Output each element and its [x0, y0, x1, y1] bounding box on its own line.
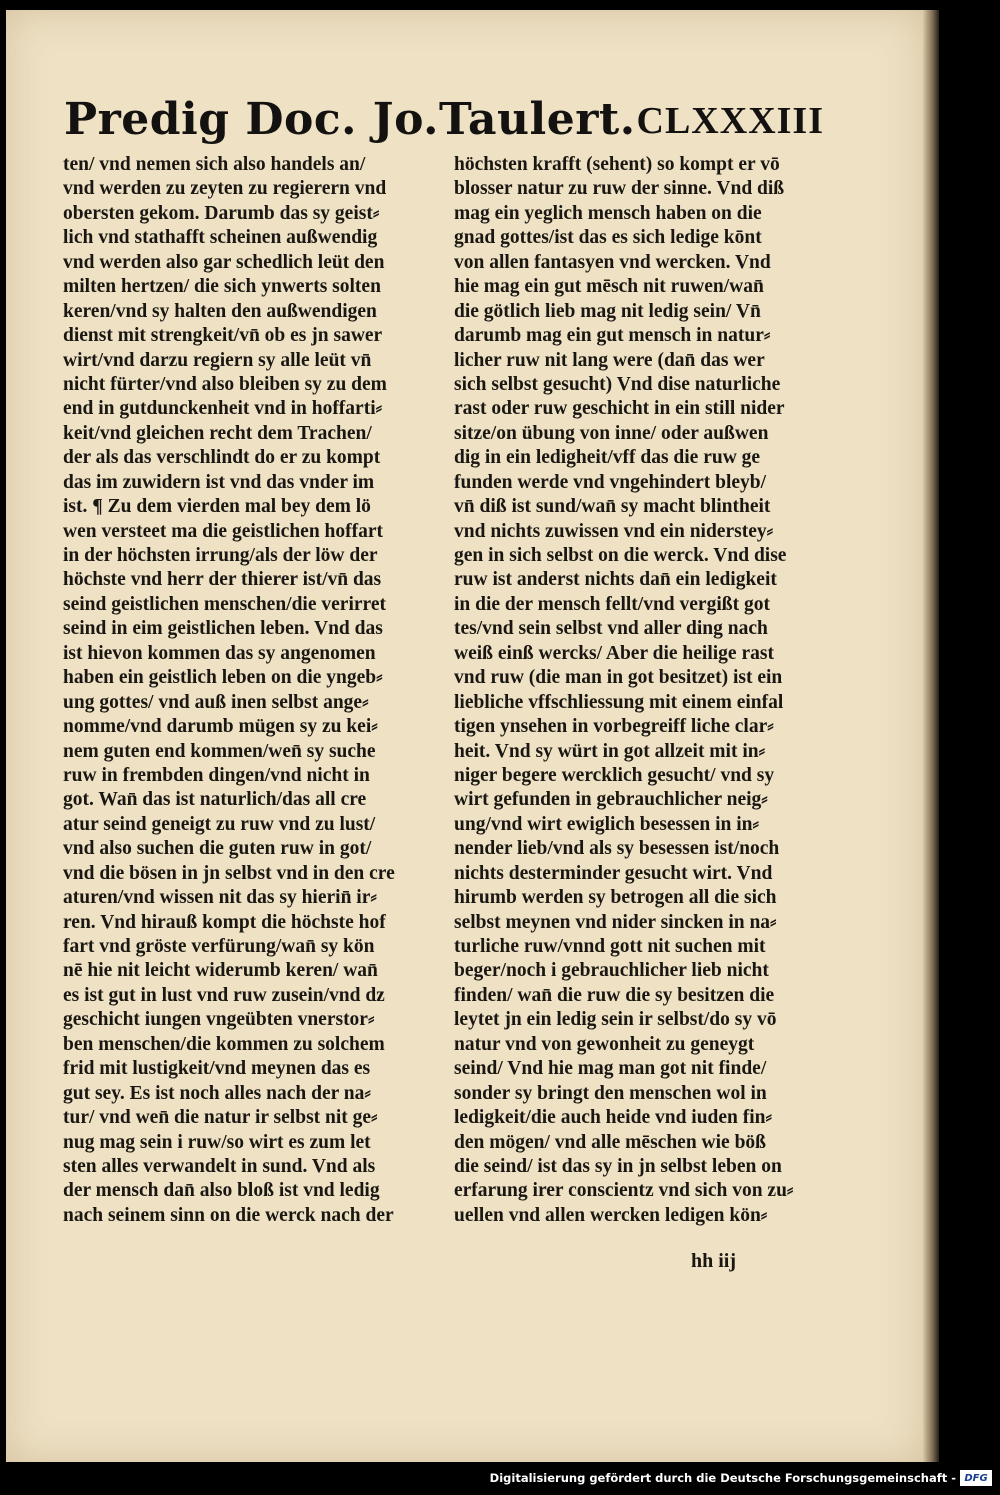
text-line: lich vnd stathafft scheinen außwendig — [63, 227, 378, 249]
text-line: selbst meynen vnd nider sincken in na⸗ — [454, 911, 777, 933]
text-line: tur/ vnd wen̄ die natur ir selbst nit ge⸗ — [63, 1107, 378, 1129]
text-line: got. Wan̄ das ist naturlich/das all cre — [63, 789, 367, 811]
text-line: den mögen/ vnd alle mēschen wie böß — [454, 1131, 767, 1153]
text-line: frid mit lustigkeit/vnd meynen das es — [63, 1058, 371, 1080]
text-line: nender lieb/vnd als sy besessen ist/noch — [454, 838, 780, 860]
text-line: obersten gekom. Darumb das sy geist⸗ — [63, 202, 380, 224]
book-page — [6, 10, 923, 1462]
text-line: in die der mensch fellt/vnd vergißt got — [454, 593, 770, 615]
text-line: vnd nichts zuwissen vnd ein niderstey⸗ — [454, 520, 774, 542]
text-line: gen in sich selbst on die werck. Vnd dise — [454, 545, 787, 566]
text-line: sonder sy bringt den menschen wol in — [454, 1082, 767, 1104]
text-line: vnd die bösen in jn selbst vnd in den cre — [63, 862, 395, 884]
text-line: keren/vnd sy halten den außwendigen — [63, 300, 377, 322]
text-line: der als das verschlindt do er zu kompt — [63, 447, 381, 469]
text-line: vnd ruw (die man in got besitzet) ist ein — [454, 667, 783, 689]
text-line: milten hertzen/ die sich ynwerts solten — [63, 276, 381, 298]
right-text-column — [454, 153, 826, 1228]
running-title: Predig Doc. Jo.Taulert. — [64, 94, 636, 145]
text-line: ist hievon kommen das sy angenomen — [63, 642, 376, 664]
signature-mark: hh iij — [691, 1250, 737, 1272]
text-line: nug mag sein i ruw/so wirt es zum let — [63, 1131, 371, 1153]
text-line: vn̄ diß ist sund/wan̄ sy macht blintheit — [454, 496, 771, 518]
text-line: tes/vnd sein selbst vnd aller ding nach — [454, 618, 768, 640]
text-line: nicht fürter/vnd also bleiben sy zu dem — [63, 373, 387, 395]
text-line: finden/ wan̄ die ruw die sy besitzen die — [454, 984, 775, 1006]
text-line: ten/ vnd nemen sich also handels an/ — [63, 154, 366, 175]
text-line: darumb mag ein gut mensch in natur⸗ — [454, 325, 771, 347]
text-line: ren. Vnd hirauß kompt die höchste hof — [63, 911, 386, 933]
text-line: mag ein yeglich mensch haben on die — [454, 202, 762, 224]
text-line: ledigkeit/die auch heide vnd iuden fin⸗ — [454, 1107, 773, 1129]
text-line: wirt/vnd darzu regiern sy alle leüt vn̄ — [63, 349, 372, 371]
text-line: uellen vnd allen wercken ledigen kön⸗ — [454, 1204, 768, 1226]
text-line: tigen ynsehen in vorbegreiff liche clar⸗ — [454, 716, 774, 738]
text-line: erfarung irer conscientz vnd sich von zu⸗ — [454, 1180, 794, 1202]
text-line: beger/noch i gebrauchlicher lieb nicht — [454, 960, 769, 982]
text-line: die seind/ ist das sy in jn selbst leben on — [454, 1155, 782, 1177]
text-line: wirt gefunden in gebrauchlicher neig⸗ — [454, 789, 768, 811]
text-line: leytet jn ein ledig sein ir selbst/do sy vō — [454, 1009, 777, 1031]
footer-credit: Digitalisierung gefördert durch die Deutsche Forschungsgemeinschaft - — [489, 1471, 956, 1485]
text-line: fart vnd gröste verfürung/wan̄ sy kön — [63, 936, 375, 957]
text-line: niger begere wercklich gesucht/ vnd sy — [454, 764, 775, 786]
text-line: rast oder ruw geschicht in ein still nider — [454, 398, 785, 420]
text-line: es ist gut in lust vnd ruw zusein/vnd dz — [63, 984, 385, 1006]
text-line: hie mag ein gut mēsch nit ruwen/wan̄ — [454, 276, 764, 298]
text-line: nomme/vnd darumb mügen sy zu kei⸗ — [63, 716, 378, 738]
text-line: licher ruw nit lang were (dan̄ das wer — [454, 349, 765, 371]
text-line: end in gutdunckenheit vnd in hoffarti⸗ — [63, 398, 383, 420]
text-line: liebliche vffschliessung mit einem einfal — [454, 691, 784, 713]
text-line: gnad gottes/ist das es sich ledige kōnt — [454, 227, 762, 249]
text-line: seind/ Vnd hie mag man got nit finde/ — [454, 1058, 767, 1080]
text-line: seind geistlichen menschen/die verirret — [63, 593, 386, 615]
text-line: seind in eim geistlichen leben. Vnd das — [63, 618, 383, 640]
text-line: nē hie nit leicht widerumb keren/ wan̄ — [63, 960, 378, 982]
text-line: funden werde vnd vngehindert bleyb/ — [454, 471, 767, 493]
text-line: vnd werden also gar schedlich leüt den — [63, 251, 385, 273]
text-line: keit/vnd gleichen recht dem Trachen/ — [63, 422, 372, 444]
text-line: haben ein geistlich leben on die yngeb⸗ — [63, 667, 383, 689]
text-line: aturen/vnd wissen nit das sy hierin̄ ir⸗ — [63, 887, 377, 909]
text-line: nichts desterminder gesucht wirt. Vnd — [454, 862, 773, 884]
text-line: von allen fantasyen vnd wercken. Vnd — [454, 251, 771, 273]
text-line: heit. Vnd sy würt in got allzeit mit in⸗ — [454, 740, 766, 762]
text-line: hirumb werden sy betrogen all die sich — [454, 887, 777, 909]
text-line: sten alles verwandelt in sund. Vnd als — [63, 1155, 376, 1177]
page-header — [64, 90, 824, 160]
text-line: blosser natur zu ruw der sinne. Vnd diß — [454, 178, 785, 200]
text-line: ist. ¶ Zu dem vierden mal bey dem lö — [63, 496, 371, 518]
text-line: höchsten krafft (sehent) so kompt er vō — [454, 154, 780, 175]
text-line: gut sey. Es ist noch alles nach der na⸗ — [63, 1082, 371, 1104]
text-line: vnd werden zu zeyten zu regierern vnd — [63, 178, 387, 200]
text-line: sich selbst gesucht) Vnd dise naturliche — [454, 373, 781, 395]
text-line: wen versteet ma die geistlichen hoffart — [63, 520, 384, 542]
text-line: ruw in frembden dingen/vnd nicht in — [63, 764, 370, 786]
folio-number: CLXXXIII — [636, 100, 824, 142]
text-line: ruw ist anderst nichts dan̄ ein ledigkeit — [454, 569, 777, 591]
text-line: höchste vnd herr der thierer ist/vn̄ das — [63, 569, 382, 591]
text-line: nach seinem sinn on die werck nach der — [63, 1204, 394, 1226]
text-line: natur vnd von gewonheit zu geneygt — [454, 1033, 755, 1055]
text-line: dig in ein ledigheit/vff das die ruw ge — [454, 447, 761, 469]
text-line: geschicht iungen vngeübten vnerstor⸗ — [63, 1009, 375, 1031]
left-text-column — [63, 153, 435, 1228]
text-line: ben menschen/die kommen zu solchem — [63, 1033, 385, 1055]
dfg-logo-icon: DFG — [960, 1470, 992, 1486]
text-line: das im zuwidern ist vnd das vnder im — [63, 471, 375, 493]
text-line: nem guten end kommen/wen̄ sy suche — [63, 740, 376, 762]
text-line: weiß einß wercks/ Aber die heilige rast — [454, 642, 774, 664]
page-edge — [923, 10, 939, 1462]
text-line: turliche ruw/vnnd gott nit suchen mit — [454, 936, 766, 957]
text-line: der mensch dan̄ also bloß ist vnd ledig — [63, 1180, 380, 1202]
text-line: in der höchsten irrung/als der löw der — [63, 545, 378, 566]
text-line: ung/vnd wirt ewiglich besessen in in⸗ — [454, 813, 760, 835]
text-line: ung gottes/ vnd auß inen selbst ange⸗ — [63, 691, 369, 713]
text-line: vnd also suchen die guten ruw in got/ — [63, 838, 372, 860]
text-line: die götlich lieb mag nit ledig sein/ Vn̄ — [454, 300, 761, 322]
digitization-footer — [490, 1470, 992, 1486]
text-line: atur seind geneigt zu ruw vnd zu lust/ — [63, 813, 376, 835]
text-line: dienst mit strengkeit/vn̄ ob es jn sawer — [63, 325, 383, 347]
text-line: sitze/on übung von inne/ oder außwen — [454, 422, 769, 444]
